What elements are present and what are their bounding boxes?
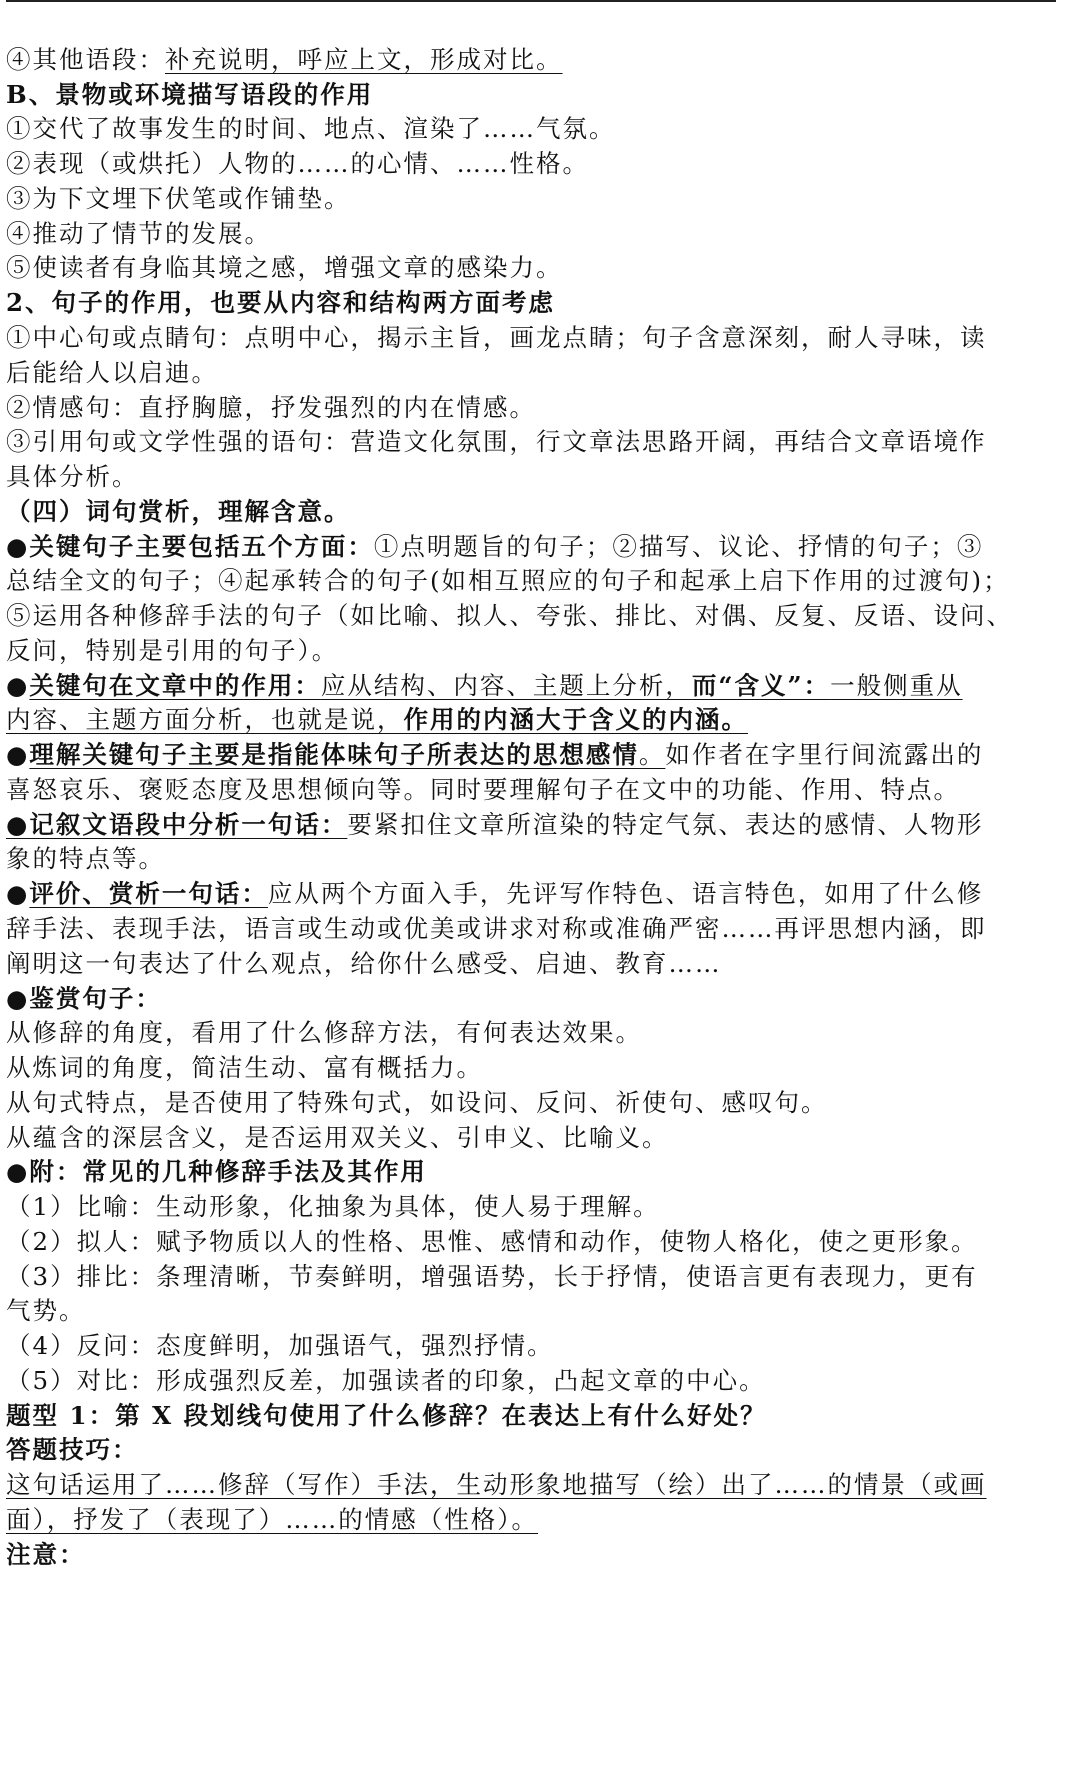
text-segment: 反问，特别是引用的句子）。 xyxy=(6,636,339,665)
text-segment: 补充说明，呼应上文，形成对比。 xyxy=(165,45,563,74)
text-segment: 辞手法、表现手法，语言或生动或优美或讲求对称或准确严密……再评思想内涵，即 xyxy=(6,914,987,943)
text-segment: 注意： xyxy=(6,1540,86,1569)
text-segment: ● xyxy=(6,740,30,769)
text-segment: 象的特点等。 xyxy=(6,844,165,873)
text-line xyxy=(6,423,987,461)
text-line xyxy=(6,389,536,427)
text-segment: 阐明这一句表达了什么观点，给你什么感受、启迪、教育…… xyxy=(6,949,722,978)
text-segment: ③为下文埋下伏笔或作铺垫。 xyxy=(6,184,351,213)
text-line xyxy=(6,215,271,253)
text-segment: ⑤运用各种修辞手法的句子（如比喻、拟人、夸张、排比、对偶、反复、反语、设问、 xyxy=(6,601,1013,630)
text-segment: ● xyxy=(6,671,30,700)
text-line xyxy=(6,110,616,148)
text-line xyxy=(6,1431,139,1469)
text-line xyxy=(6,1153,427,1191)
text-line xyxy=(6,771,960,809)
text-line xyxy=(6,1292,86,1330)
text-line xyxy=(6,249,563,287)
text-segment: 应从两个方面入手，先评写作特色、语言特色，如用了什么修 xyxy=(267,879,984,908)
text-segment: 题型 1：第 X 段划线句使用了什么修辞？在表达上有什么好处？ xyxy=(6,1401,767,1430)
text-segment: （3）排比：条理清晰，节奏鲜明，增强语势，长于抒情，使语言更有表现力，更有 xyxy=(6,1262,978,1291)
text-line xyxy=(6,980,162,1018)
text-segment: ④其他语段： xyxy=(6,45,165,74)
text-line xyxy=(6,1501,538,1539)
text-segment: 从蕴含的深层含义，是否运用双关义、引申义、比喻义。 xyxy=(6,1123,669,1152)
text-segment: （4）反问：态度鲜明，加强语气，强烈抒情。 xyxy=(6,1331,554,1360)
text-line xyxy=(6,562,1010,600)
text-segment: 理解关键句子主要是指能体味句子所表达的思想感情 xyxy=(29,740,639,769)
text-segment: 从句式特点，是否使用了特殊句式，如设问、反问、祈使句、感叹句。 xyxy=(6,1088,828,1117)
text-segment: 评价、赏析一句话： xyxy=(29,879,268,908)
text-line xyxy=(6,840,165,878)
text-segment: ⑤使读者有身临其境之感，增强文章的感染力。 xyxy=(6,253,563,282)
text-segment: 从炼词的角度，简洁生动、富有概括力。 xyxy=(6,1053,483,1082)
text-segment: 2、句子的作用，也要从内容和结构两方面考虑 xyxy=(6,288,556,317)
text-line xyxy=(6,1258,978,1296)
text-line xyxy=(6,76,373,114)
text-line xyxy=(6,1362,766,1400)
text-segment: 气势。 xyxy=(6,1296,86,1325)
text-segment: ③引用句或文学性强的语句：营造文化氛围，行文章法思路开阔，再结合文章语境作 xyxy=(6,427,987,456)
text-segment: ②情感句：直抒胸臆，抒发强烈的内在情感。 xyxy=(6,393,536,422)
text-segment: 喜怒哀乐、褒贬态度及思想倾向等。同时要理解句子在文中的功能、作用、特点。 xyxy=(6,775,960,804)
text-line xyxy=(6,1397,767,1435)
text-line xyxy=(6,875,983,913)
text-line xyxy=(6,180,351,218)
text-line xyxy=(6,145,589,183)
text-segment: ①中心句或点睛句：点明中心，揭示主旨，画龙点睛；句子含意深刻，耐人寻味，读 xyxy=(6,323,987,352)
text-line xyxy=(6,1223,978,1261)
text-segment: （1）比喻：生动形象，化抽象为具体，使人易于理解。 xyxy=(6,1192,660,1221)
text-segment: B、景物或环境描写语段的作用 xyxy=(6,80,374,109)
text-segment: ●鉴赏句子： xyxy=(6,984,162,1013)
text-segment: 。 xyxy=(638,740,666,769)
text-line xyxy=(6,736,983,774)
text-line xyxy=(6,354,218,392)
text-line xyxy=(6,1536,86,1574)
text-segment: ②表现（或烘托）人物的……的心情、……性格。 xyxy=(6,149,589,178)
text-line xyxy=(6,1049,483,1087)
text-segment: 这句话运用了……修辞（写作）手法，生动形象地描写（绘）出了……的情景（或画 xyxy=(6,1470,987,1499)
text-segment: ●附：常见的几种修辞手法及其作用 xyxy=(6,1157,427,1186)
text-line xyxy=(6,910,987,948)
text-line xyxy=(6,597,1013,635)
text-segment: ●关键句子主要包括五个方面： xyxy=(6,532,374,561)
text-segment: 一般侧重从 xyxy=(830,671,963,700)
text-segment: ● xyxy=(6,879,30,908)
text-line xyxy=(6,493,351,531)
text-line xyxy=(6,1014,642,1052)
text-segment: 从修辞的角度，看用了什么修辞方法，有何表达效果。 xyxy=(6,1018,642,1047)
text-segment: （2）拟人：赋予物质以人的性格、思惟、感情和动作，使物人格化，使之更形象。 xyxy=(6,1227,978,1256)
text-line xyxy=(6,701,748,739)
text-segment: ①交代了故事发生的时间、地点、渲染了……气氛。 xyxy=(6,114,616,143)
top-divider xyxy=(6,0,1056,2)
text-segment: 作用的内涵大于含义的内涵。 xyxy=(403,705,748,734)
text-segment: 答题技巧： xyxy=(6,1435,139,1464)
text-segment: 后能给人以启迪。 xyxy=(6,358,218,387)
text-segment: （四）词句赏析，理解含意。 xyxy=(6,497,351,526)
text-line xyxy=(6,1188,660,1226)
text-segment: （5）对比：形成强烈反差，加强读者的印象，凸起文章的中心。 xyxy=(6,1366,766,1395)
text-segment: 如作者在字里行间流露出的 xyxy=(665,740,984,769)
text-segment: ●记叙文语段中分析一句话： xyxy=(6,810,348,839)
text-line xyxy=(6,41,563,79)
text-line xyxy=(6,458,139,496)
text-segment: 总结全文的句子；④起承转合的句子(如相互照应的句子和起承上启下作用的过渡句)； xyxy=(6,566,1010,595)
text-line xyxy=(6,284,555,322)
text-line xyxy=(6,1466,987,1504)
text-line xyxy=(6,1327,554,1365)
text-line xyxy=(6,319,987,357)
text-segment: ④推动了情节的发展。 xyxy=(6,219,271,248)
text-line xyxy=(6,806,983,844)
text-segment: 关键句在文章中的作用： xyxy=(29,671,321,700)
text-segment: ①点明题旨的句子；②描写、议论、抒情的句子；③ xyxy=(373,532,984,561)
text-segment: 要紧扣住文章所渲染的特定气氛、表达的感情、人物形 xyxy=(347,810,984,839)
text-line xyxy=(6,945,722,983)
text-line xyxy=(6,667,963,705)
text-segment: 而“含义”： xyxy=(691,671,831,700)
text-segment: 内容、主题方面分析，也就是说， xyxy=(6,705,404,734)
text-line xyxy=(6,632,338,670)
text-line xyxy=(6,1119,669,1157)
text-segment: 面），抒发了（表现了）……的情感（性格）。 xyxy=(6,1505,538,1534)
text-line xyxy=(6,1084,828,1122)
text-segment: 应从结构、内容、主题上分析， xyxy=(320,671,692,700)
text-segment: 具体分析。 xyxy=(6,462,139,491)
text-line xyxy=(6,528,983,566)
